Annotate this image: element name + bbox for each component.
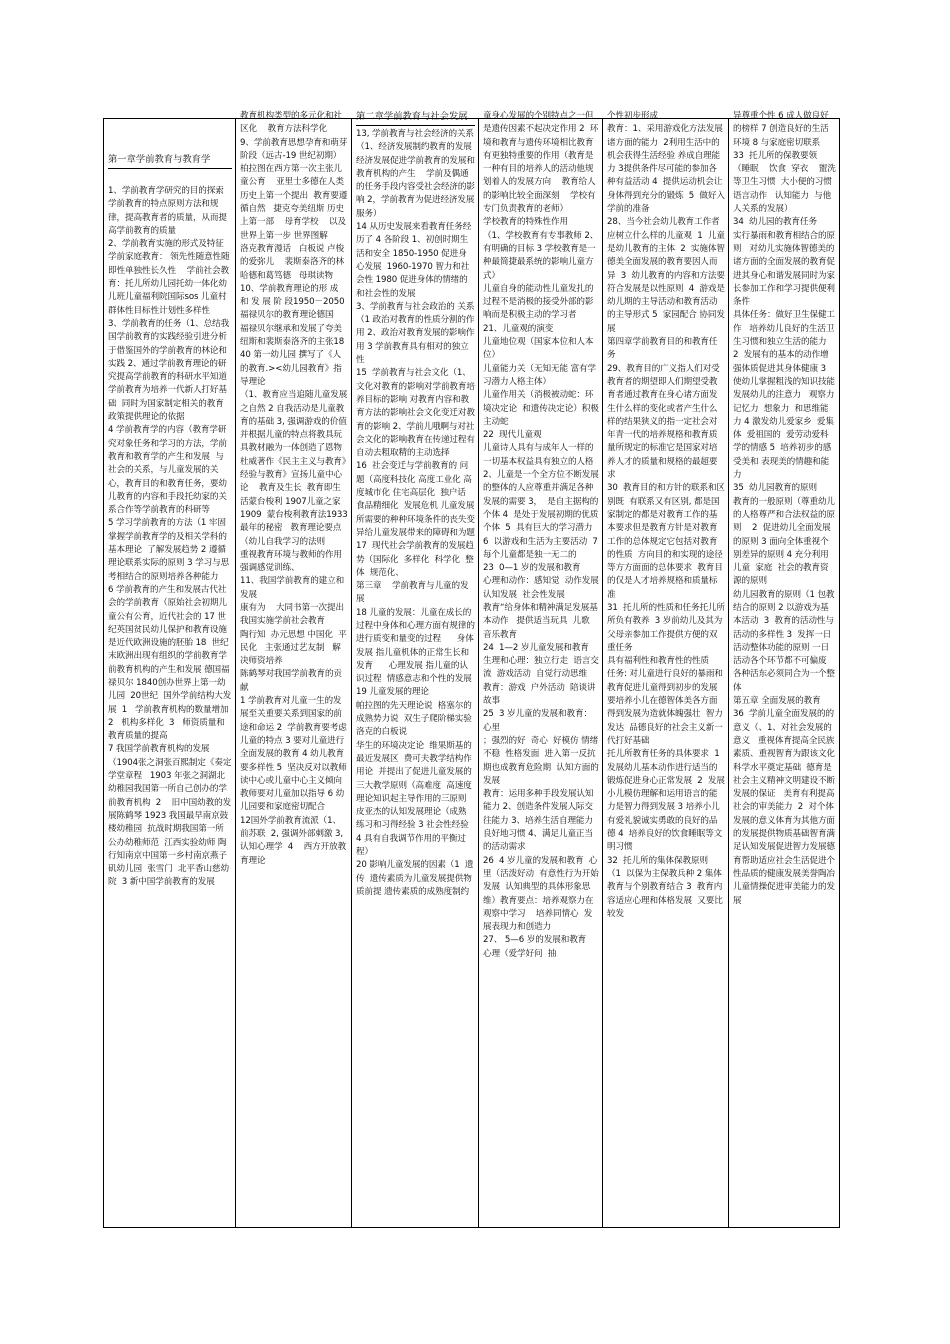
document-page xyxy=(103,111,840,1228)
column-1 xyxy=(104,119,236,1227)
column-3-text: 13, 学前教育与社会经济的关系（1、经济发展制约教育的发展 经济发展促进学前教育的发展和教育机构的产生 学前及偶通的任务手段内容受社会经济的影响 2，学前教育为促进经济发展服务） 14 从历史发展来看教育任务经历了 4 各阶段 1、初创时期生活和安全 1850-1950 促进身心发展 1960-1970 智力和社会性 1980 促进身体的情绪的和社会性的发展 3、学前教育与社会政治的 关系（1 政治对教育的性质分割的作用 2、政治对教育发展的影响作用 3 学前教育具有相对的独立性 15 学前教育与社会文化（1、文化对教育的影响对学前教育培养目标的影响 对教育内容和教育方法的影响社会文化变迁对教育的影响 2、学前儿哦啊与对社会文化的影响教育在传递过程有自动去粗取精的主动选择 16 社会变迁与学前教育的 问题（高度科技化 高度工业化 高度城市化 住宅高层化 独户话 食品精细化 发展危机 儿童发展所需要的种种环境条件的丧失变异给儿童发展带来的障碍和为题 17 现代社会学前教育的发展趋势（国际化 多样化 科学化 整体 规范化、 第三章 学前教育与儿童的发展 18 儿童的发展：儿童在成长的过程中身体和心理方面有规律的进行质变和量变的过程 身体发展 指儿童机体的正常生长和发育 心理发展 指儿童的认识过程 情感意志和个性的发展 19 儿童发展的理论 帕拉图的先天理论说 格塞尔的成熟势力说 双生子爬阶梯实验 洛克的白板说 华生的环境决定论 维果斯基的最近发展区 费可夫教学结构作用论 并提出了促进儿童发展的三大教学原则（高难度 高速度理论知识起主导作用的三原则 皮亚杰的认知发展理论（成熟 练习和习得经验 3 社会性经验 4 具有自我调节作用的平衡过程） 20 影响儿童发展的因素（1 遗传 遗传素质为儿童发展提供物质前提 遗传素质的成熟度制约 xyxy=(356,129,475,897)
column-1-text: 1、学前教育学研究的目的探索学前教育的特点原则方法和规律，提高教育者的质量，从而提高学前教育的质量 2、学前教育实施的形式及特征学前家庭教育： 领先性随意性随即性单独性长久性 学前社会教育：托儿所幼儿园托幼一体化幼儿班儿童福利院国际sos 儿童村群体性目标性计划性多样性 3、学前教育的任务（1、总结我国学前教育的实践经验引进分析于借鉴国外的学前教育的林论和实践 2、通过学前教育理论的研究提高学前教育的科研水平知道学前教育为培养一代新人打好基础 同时为国家制定相关的教育政策提供理论的依据 4 学前教育学的内容（教育学研究对象任务和学习的方法，学前教育和教育学的产生和发展 与社会的关系，与儿童发展的关心，教育目的和教育任务，要幼儿教育的内容和手段托幼家的关系合作等学前教育的科研等 5 学习学前教育的方法（1 牢固掌握学前教育学的及相关学科的基本理论 了解发展趋势 2 遵循理论联系实际的原则 3 学习与思考相结合的原则培养各种能力 6 学前教育的产生和发展古代社会的学前教育（原始社会初期儿童公有公育，近代社会的 17 世纪英国贫民幼儿保护和教育设施 是近代欧洲设施的胚胎 18 世纪末欧洲出现有组织的学前教育学前教育机构的产生和发展 德国福禄贝尔 1840创办世界上第一幼儿园 20世纪 国外学前结构大发展 1 学前教育机构的数量增加 2 机构多样化 3 师资质量和教育质量的提高 7 我国学前教育机构的发展 （1904张之洞张百熙制定《奏定学堂章程 1903 年张之洞湖北幼稚园我国第一所自己创办的学前教育机构 2 旧中国幼教的发展陈鹤琴 1923 我国最早南京鼓楼幼稚园 抗战时期我国第一所公办幼稚师范 江西实验幼师 陶行知南京中国第一乡村南京燕子矶幼儿园 张雪门 北平香山慈幼院 3 新中国学前教育的发展 xyxy=(108,186,232,888)
column-3 xyxy=(352,111,479,1227)
column-5 xyxy=(603,111,729,1227)
column-2 xyxy=(236,111,352,1227)
chapter-2-heading: 第二章学前教育与社会发展 xyxy=(356,110,475,126)
column-6 xyxy=(729,111,839,1227)
column-5-text: 个性初步形成 教育：1、采用游戏化方法发展诸方面的能力 2利用生活中的机会获得生活经验 养成自理能力 3提供条件尽可能的参加各种有益活动 4 提供运动机会让身体得到充分的锻炼 5 做好入学前的准备 28、当今社会幼儿教育工作者应树立什么样的儿童观 1 儿童是幼儿教育的主体 2 实施体智德美全面发展的教育要因人而异 3 幼儿教育的内容和方法要符合发展是以性原则 4 游戏是幼儿期的主导活动和教育活动的主导形式 5 家园配合 协同发展 第四章学前教育目的和教育任务 29、教育目的广义指人们对受教育者的期望即人们期望受教育者通过教育在身心诸方面发生什么样的变化或者产生什么样的结果狭义的指一定社会对年青一代的培养规格和教育质量所规定的标准它是国家对培养人才的质量和规格的最超要求 30 教育目的和方针的联系和区别既 有联系又有区别, 都是国家制定的都是对教育工作的基本要求但是教育方针是对教育工作的总体规定它包括对教育的性质 方向目的和实现的途径等方方面面的总体要求 教育目的仅是人才培养规格和质量标准 31 托儿所的性质和任务托儿所所负有教养 3 岁前幼儿及其为父母亲参加工作提供方便的双重任务 具有福利性和教育性的性质 任务: 对儿童进行良好的暴雨和教育促进儿童得到初步的发展 要培养小儿在德智体美各方面得到发展为造就体魄强壮 智力发达 品德良好的社会主义新一代打好基础 托儿所教育任务的具体要求 1 发展幼儿基本动作进行适当的锻炼促进身心正常发展 2 发展小儿模仿理解和运用语言的能力是智力得到发展 3 培养小儿有爱礼貌诚实勇敢的良好的品德 4 培养良好的饮食睡眠等文明习惯 32 托儿所的集体保教原则 （1 以保为主保教兵种 2 集体教育与个别教育结合 3 教育内容适应心理和体格发展 又要比较发 xyxy=(607,111,725,919)
column-4 xyxy=(479,111,603,1227)
column-2-text: 教育机构类型的多元化和社区化 教育方法科学化 9、学前教育思想孕育和萌芽阶段（远古-19 世纪初期）柏拉图在西方第一次主张儿童公育 亚里士多德在人类历史上第一个提出 教育要遵循自然 捷克夸美纽斯 历史上第一部 母育学校 以及世界上第一步 世界图解 洛克教育漫话 白板说 卢梭的爱弥儿 裴斯泰洛齐的林哈德和葛笃德 母琪读物 10、学前教育理论的形 成 和 发 展 阶 段1950－2050 福禄贝尔的教育理论德国 福禄贝尔继承和发展了夸美纽斯和裴斯泰洛齐的主张1840 第一幼儿园 撰写了《人的教育.><幼儿园教育》指导理论 （1、教育应当追随儿童发展之自然 2 自我活动是儿童教育的基础 3, 强调游戏的价值并根据儿童的特点将教具玩具教材融为一体创造了恩物 杜威著作《民主主义与教育》经验与教育》宣扬儿童中心论 教育及生长 教育即生活蒙台梭利 1907儿童之家 1909 蒙台梭利教育法1933最年的秘密 教育理论要点 （幼儿自我学习的法则 重视教育环境与教师的作用 强调感觉训练、 11、我国学前教育的建立和发展 康有为 大同书第一次提出我国实施学前社会教育 陶行知 办元思想 中国化 平民化 主张通过艺友制 解决师资培养 陈鹤琴对我国学前教育的贡献 1 学前教育对儿童一生的发展至关重要关系到国家的前途和命运 2 学前教育要考虑儿童的特点 3 要对儿童进行全面发展的教育 4 幼儿教育要多样性 5 坚决反对以教师读中心或儿童中心主义倾向教师要对儿童加以指导 6 幼儿园要和家庭密切配合 12国外学前教育流派（1、前苏联 2, 强调外部刺激 3, 认知心理学 4 西方开放教育理论 xyxy=(240,111,348,866)
chapter-1-heading: 第一章学前教育与教育学 xyxy=(108,153,232,169)
column-4-text: 童身心发展的个别特点之一但是遗传因素不起决定作用 2 环境和教育与遗传环境相比教育有更独特重要的作用（教育是一种有目的培养人的活动他规划着人的发展方向 教育给人的影响比较全面深刻 学校有专门负责教育的老师） 学校教育的特殊性作用 （1、学校教育有专事教师 2、有明确的目标 3 学校教育是一种最简捷最系统的影响儿童方式） 儿童自身的能动性儿童发扎的过程不是消极的接受外部的影响而是积极主动的学习者 21、儿童观的演变 儿童地位观（国家本位和人本位） 儿童能力关（无知无能 富有学习潜力人格主体） 儿童作用关（消极被动蛇：环境决定论 和遗传决定论）积极主动蛇 22 现代儿童观 儿童诗人具有与成年人一样的一切基本权益具有独立的人格 2、儿童是一个全方位不断发展的整体的人应尊重并满足各种发展的需要 3， 是自主据构的个体 4 是处于发展初期的优质个体 5 具有巨大的学习潜力 6 以游戏和生活为主要活动 7 每个儿童都是独一无二的 23 0—1 岁的发展和教育 心理和动作：感知觉 动作发展认知发展 社会性发展 教育“给身体和精神满足发展基本动作 提供适当玩具 儿歌 音乐教育 24 1—2 岁儿童发展和教育 生理和心理：独立行走 语言交流 游戏活动 自觉行动思维 教育：游戏 户外活动 陪谈讲故事 25 3 岁儿童的发展和教育：心里 ；强烈的好 奇心 好模仿 情绪不稳 性格发面 进入第一反抗期也成教育危险期 认知方面的发展 教育：运用多种手段发展认知能力 2、创造条件发展人际交往能力 3、培养生活自理能力良好地习惯 4、满足儿童正当的活动需求 26 4 岁儿童的发展和教育 心里（活泼好动 有意性行为开始发展 认知典型的具体形象思维）教育要点：培养观察力在观察中学习 培养同情心 发展表现力和创造力 27、 5—6 岁的发展和教育 心理（爱学好问 抽 xyxy=(483,111,599,959)
column-6-text: 异尊重个性 6 成人做良好的榜样 7 创造良好的生活环境 8 与家庭密切联系 33 托儿所的保教要领 （睡眠 饮食 穿衣 盥洗等卫生习惯 大小便的习惯 语言动作 认知能力 与他人关系的发展） 34 幼儿园的教育任务 实行暴雨和教育相结合的原则 对幼儿实施体智德美的诸方面的全面发展的教育促进其身心和谐发展同时为家长参加工作和学习提供便利条件 具体任务：做好卫生保健工作 培养幼儿良好的生活卫生习惯和独立生活的能力 2 发展有的基本的动作增强体质促进其身体健康 3 使幼儿掌握粗浅的知识技能 发展幼儿的注意力 观察力 记忆力 想象力 和思维能力 4 激发幼儿爱家乡 爱集体 爱祖国的 爱劳动爱科学的情感 5 培养初步的感受美和 表现美的情趣和能力 35 幼儿园教育的原则 教育的一般原则（尊重幼儿的人格尊严和合法权益的原则 2 促进幼儿全面发展的原则 3 面向全体重视个别差异的原则 4 充分利用儿童 家庭 社会的教育资源的原则 幼儿园教育的原则（1 包教结合的原则 2 以游戏为基本活动 3 教育的活动性与活动的多样性 3 发挥一日活动整体功能的原则 一日活动各个环节都不可偏废 各种活东必须同合为一个整体 第五章 全面发展的教育 36 学前儿童全面发展的的意义（、1、对社会发展的意义 重视体育提高全民族素质、重视智育为跟该文化科学水平奠定基础 德育是社会主义精神文明建设不断发展的保证 美育有利提高社会的审美能力 2 对个体发展的意义体育为其他方面的发展提供物质基础智育满足认知发展促进智力发展德育帮助适应社会生活促进个性品质的健康发展美誉陶冶儿童情操促进审美能力的发展 xyxy=(733,111,836,906)
